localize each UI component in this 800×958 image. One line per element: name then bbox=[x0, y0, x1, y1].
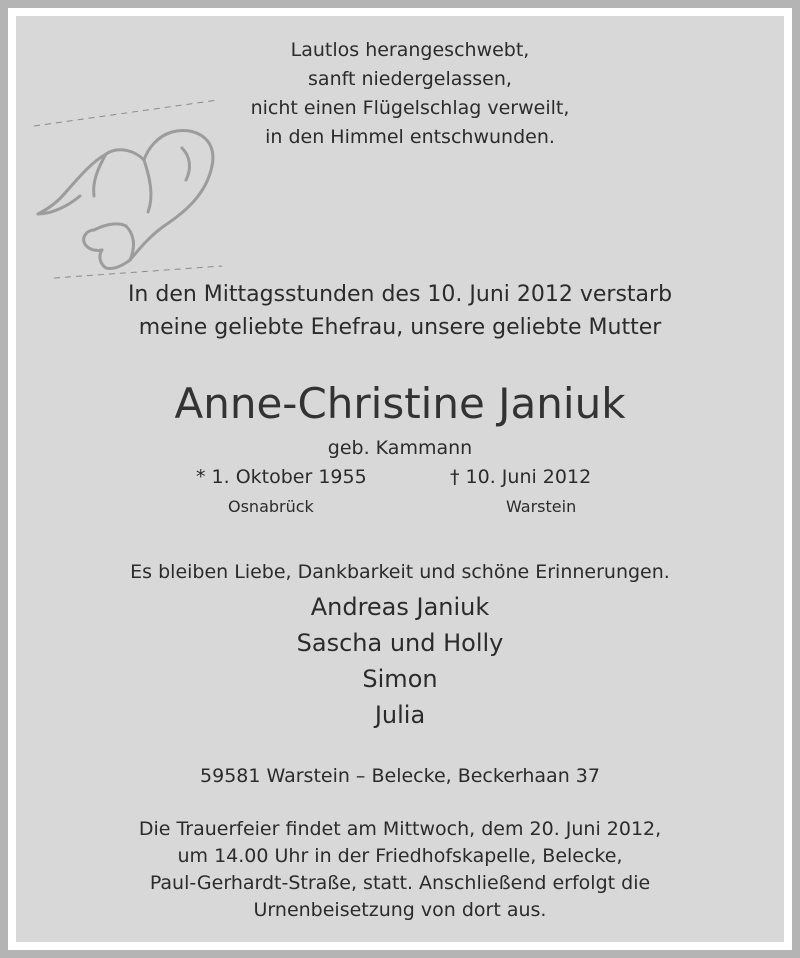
poem-line: in den Himmel entschwunden. bbox=[265, 126, 555, 148]
angel-dove-icon bbox=[22, 96, 232, 286]
maiden-name: geb. Kammann bbox=[327, 437, 473, 459]
announcement-line: meine geliebte Ehefrau, unsere geliebte Mutter bbox=[138, 315, 662, 340]
ceremony-info bbox=[40, 816, 760, 924]
ceremony-line: um 14.00 Uhr in der Friedhofskapelle, Belecke, bbox=[177, 845, 623, 867]
address: 59581 Warstein – Belecke, Beckerhaan 37 bbox=[200, 765, 600, 787]
death-place: Warstein bbox=[506, 497, 577, 516]
remembrance-line: Es bleiben Liebe, Dankbarkeit und schöne Erinnerungen. bbox=[130, 561, 670, 583]
poem-line: Lautlos herangeschwebt, bbox=[290, 39, 530, 61]
deceased-name: Anne-Christine Janiuk bbox=[174, 379, 626, 428]
announcement-line: In den Mittagsstunden des 10. Juni 2012 verstarb bbox=[127, 282, 673, 307]
ceremony-line: Die Trauerfeier findet am Mittwoch, dem 20. Juni 2012, bbox=[138, 818, 662, 840]
family-member: Julia bbox=[374, 701, 426, 729]
birth-date: * 1. Oktober 1955 bbox=[196, 466, 367, 488]
poem-line: nicht einen Flügelschlag verweilt, bbox=[250, 97, 570, 119]
birth-place: Osnabrück bbox=[228, 497, 314, 516]
family-member: Simon bbox=[362, 665, 438, 693]
ceremony-line: Paul-Gerhardt-Straße, statt. Anschließend erfolgt die bbox=[149, 872, 651, 894]
poem bbox=[180, 36, 640, 152]
death-announcement bbox=[40, 278, 760, 344]
family-list bbox=[40, 589, 760, 733]
poem-line: sanft niedergelassen, bbox=[308, 68, 512, 90]
family-member: Sascha und Holly bbox=[296, 629, 504, 657]
death-date: † 10. Juni 2012 bbox=[450, 466, 592, 488]
ceremony-line: Urnenbeisetzung von dort aus. bbox=[253, 899, 547, 921]
family-member: Andreas Janiuk bbox=[310, 593, 490, 621]
